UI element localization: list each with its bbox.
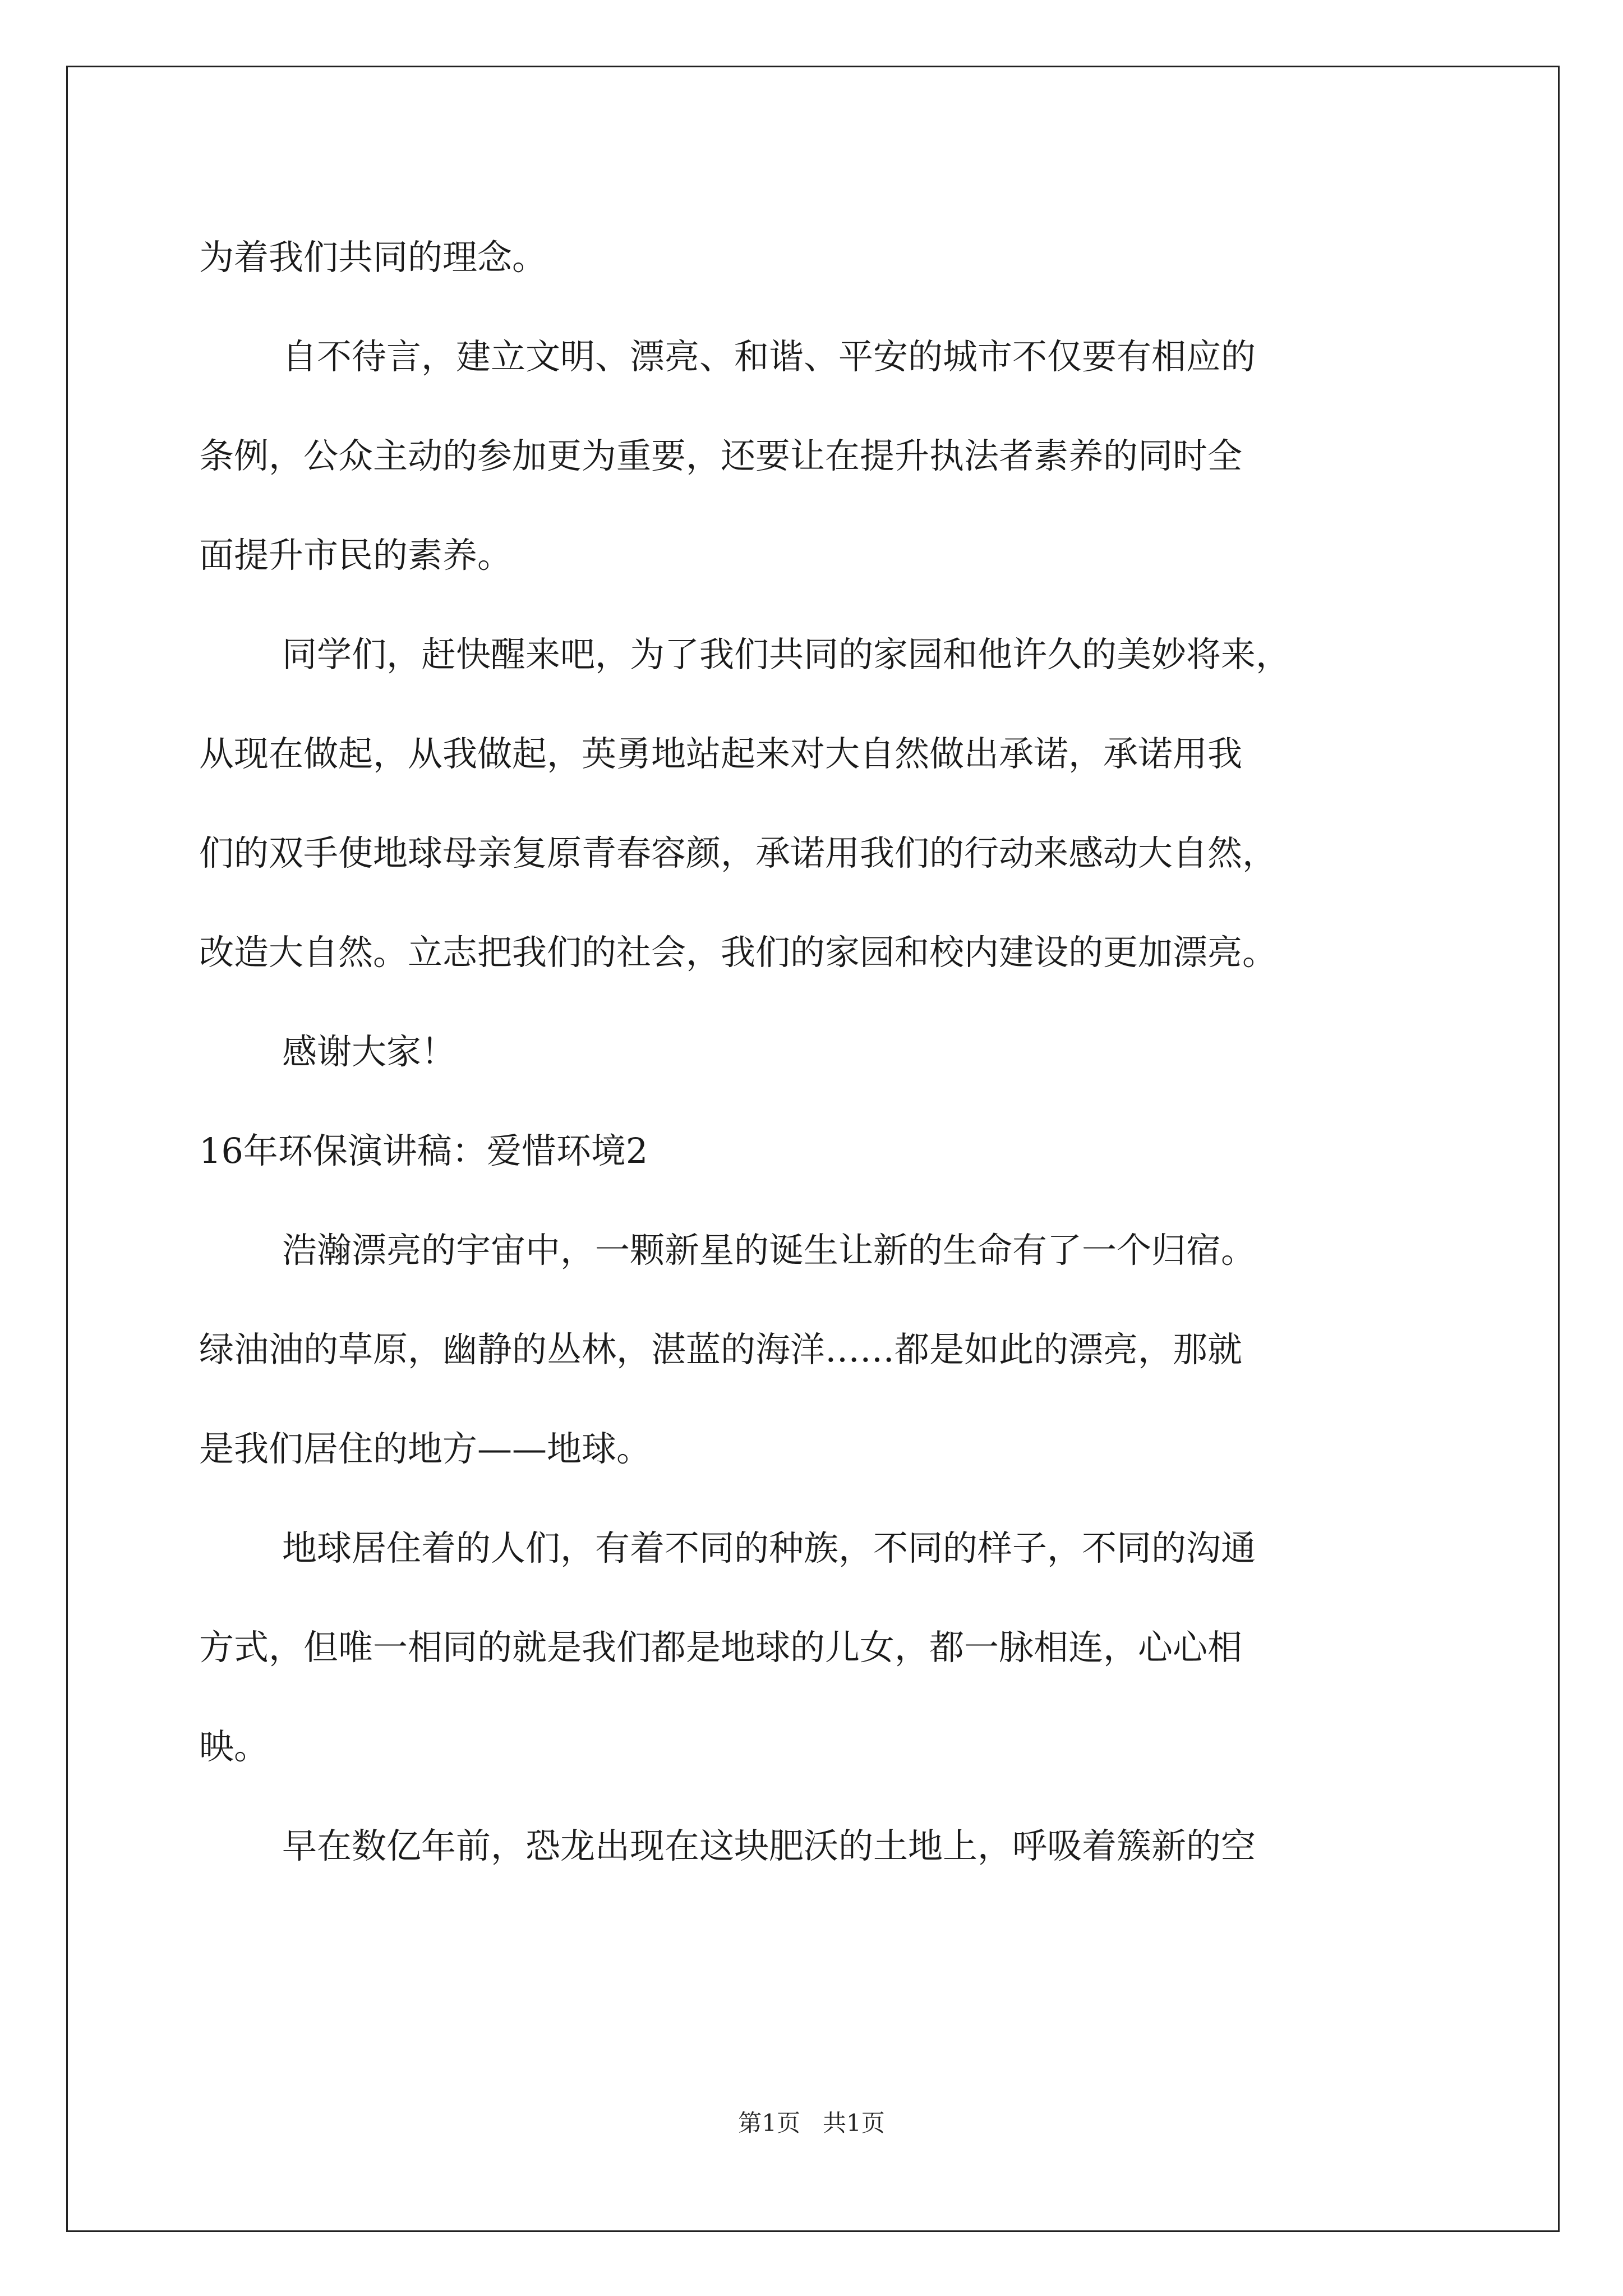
text-line: 自不待言，建立文明、漂亮、和谐、平安的城市不仅要有相应的 xyxy=(282,336,1256,377)
text-line: 们的双手使地球母亲复原青春容颜，承诺用我们的行动来感动大自然， xyxy=(199,832,1278,873)
text-line: 绿油油的草原，幽静的丛林，湛蓝的海洋……都是如此的漂亮，那就 xyxy=(199,1329,1243,1370)
page-footer xyxy=(0,2106,1623,2140)
text-line: 面提升市民的素养。 xyxy=(199,535,513,576)
page-number-total: 共1页 xyxy=(823,2109,885,2137)
document-body xyxy=(199,208,1455,1895)
text-line: 感谢大家！ xyxy=(282,1031,457,1072)
text-line: 同学们，赶快醒来吧，为了我们共同的家园和他许久的美妙将来， xyxy=(282,634,1291,675)
text-line: 地球居住着的人们，有着不同的种族，不同的样子，不同的沟通 xyxy=(282,1527,1256,1568)
text-line: 映。 xyxy=(199,1726,269,1767)
text-line: 浩瀚漂亮的宇宙中，一颗新星的诞生让新的生命有了一个归宿。 xyxy=(282,1230,1256,1271)
section-heading: 16年环保演讲稿：爱惜环境2 xyxy=(199,1130,648,1171)
text-line: 改造大自然。立志把我们的社会，我们的家园和校内建设的更加漂亮。 xyxy=(199,932,1278,973)
text-line: 是我们居住的地方——地球。 xyxy=(199,1428,652,1469)
text-line: 为着我们共同的理念。 xyxy=(199,237,547,278)
text-line: 条例，公众主动的参加更为重要，还要让在提升执法者素养的同时全 xyxy=(199,435,1243,476)
text-line: 早在数亿年前，恐龙出现在这块肥沃的土地上，呼吸着簇新的空 xyxy=(282,1825,1256,1866)
text-line: 从现在做起，从我做起，英勇地站起来对大自然做出承诺，承诺用我 xyxy=(199,733,1243,774)
page-number-current: 第1页 xyxy=(738,2109,800,2137)
text-line: 方式，但唯一相同的就是我们都是地球的儿女，都一脉相连，心心相 xyxy=(199,1627,1243,1668)
